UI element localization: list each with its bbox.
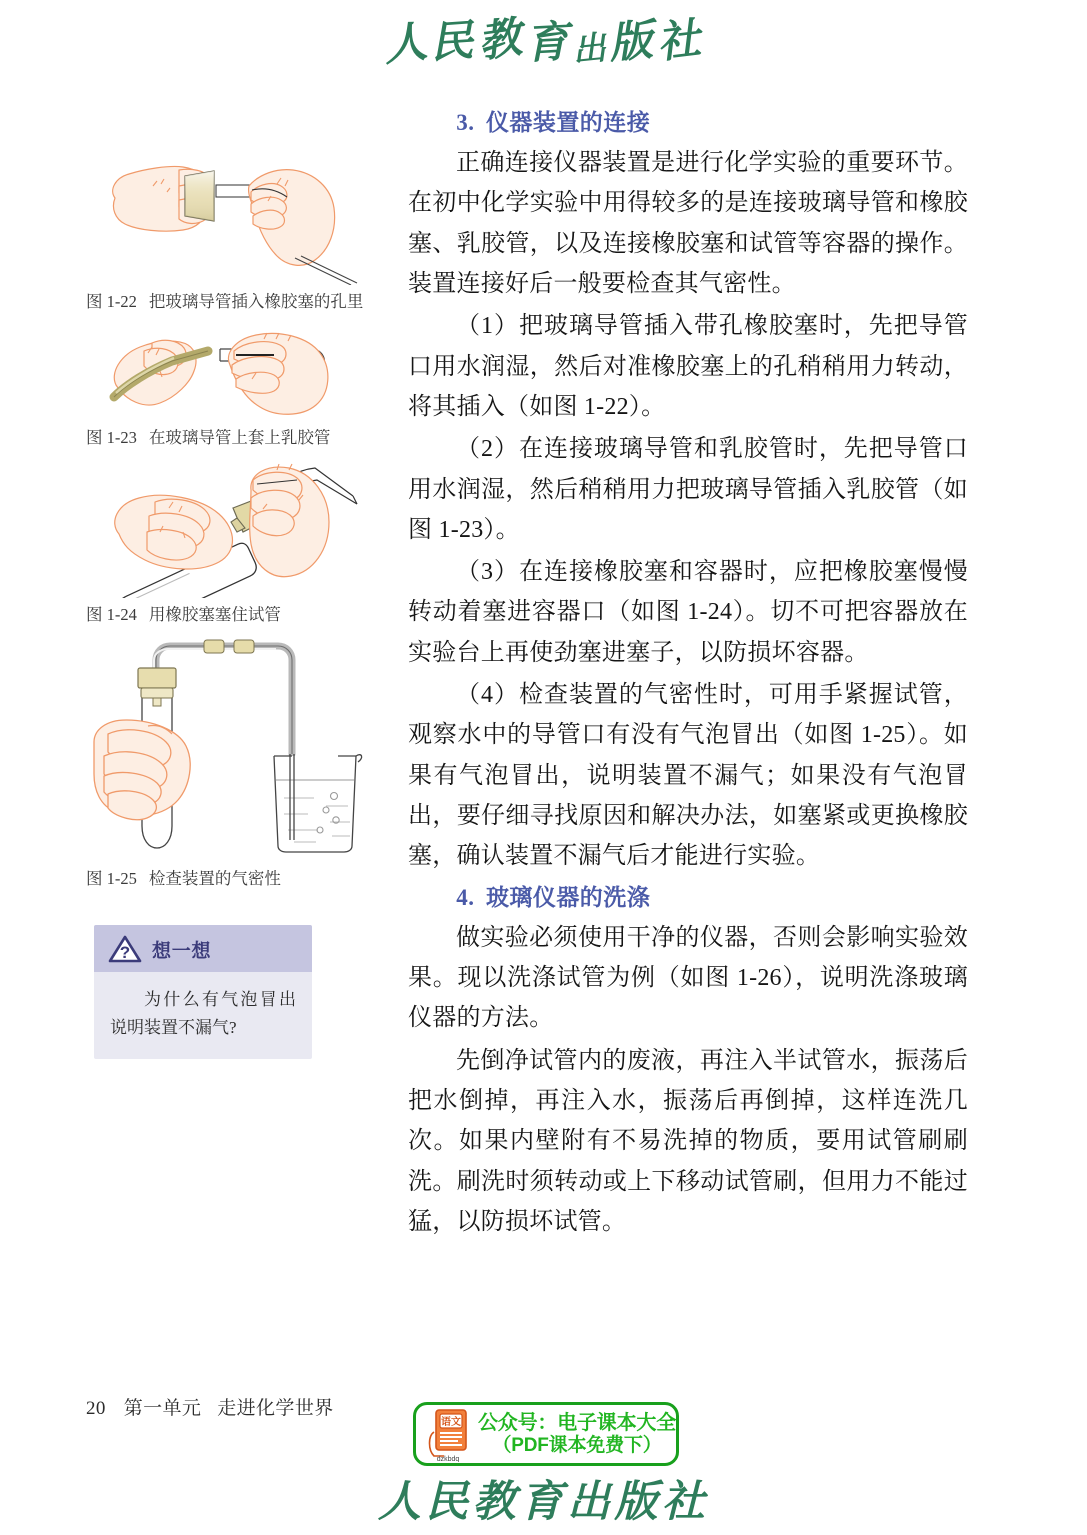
logo-char-7: 社 <box>654 15 708 68</box>
logo-bottom-char-3: 教 <box>472 1479 520 1526</box>
promo-text <box>478 1412 676 1456</box>
logo-bottom-char-6: 版 <box>614 1479 662 1526</box>
illustration-airtightness-check <box>92 634 370 862</box>
figure-1-24-text: 用橡胶塞塞住试管 <box>148 605 281 625</box>
svg-text:?: ? <box>119 943 131 963</box>
logo-bottom-char-1: 人 <box>377 1479 426 1526</box>
promo-line-2: （PDF课本免费下） <box>492 1434 662 1456</box>
logo-char-6: 版 <box>607 17 660 68</box>
left-figure-column <box>86 140 376 1059</box>
illustration-insert-tube-into-stopper <box>101 140 361 285</box>
think-box <box>94 925 312 1059</box>
paragraph-4-1: 先倒净试管内的废液，再注入半试管水，振荡后把水倒掉，再注入水，振荡后再倒掉，这样连洗几次。如果内壁附有不易洗掉的物质，要用试管刷刷洗。刷洗时须转动或上下移动试管刷，但用力不能过猛，以防损坏试管。 <box>408 1047 968 1235</box>
figure-1-24-caption <box>86 602 376 628</box>
figure-1-25-number: 图 1-25 <box>86 868 137 888</box>
section-3-number: 3. <box>456 110 475 135</box>
unit-title: 走进化学世界 <box>217 1398 334 1419</box>
paragraph-3-1: （1）把玻璃导管插入带孔橡胶塞时，先把导管口用水润湿，然后对准橡胶塞上的孔稍稍用力转动，将其插入（如图 1-22）。 <box>408 313 968 420</box>
figure-1-25 <box>86 634 376 892</box>
paragraph-3-0: 正确连接仪器装置是进行化学实验的重要环节。在初中化学实验中用得较多的是连接玻璃导管和橡胶塞、乳胶管，以及连接橡胶塞和试管等容器的操作。装置连接好后一般要检查其气密性。 <box>408 150 968 297</box>
publisher-logo-bottom <box>0 1468 1087 1529</box>
figure-1-25-caption <box>86 866 376 892</box>
book-icon-label: 语文 <box>441 1417 461 1428</box>
section-heading-3 <box>408 104 968 137</box>
logo-char-2: 民 <box>428 17 480 68</box>
logo-bottom-char-7: 社 <box>661 1479 710 1526</box>
logo-bottom-char-5: 出 <box>567 1479 615 1526</box>
unit-label: 第一单元 <box>123 1398 202 1419</box>
promo-line-1: 公众号：电子课本大全 <box>478 1412 676 1435</box>
logo-char-1: 人 <box>380 18 434 71</box>
publisher-logo-top <box>0 8 1087 69</box>
figure-1-23-caption <box>86 425 376 451</box>
book-icon-caption: dzkbdq <box>436 1456 460 1462</box>
book-icon <box>424 1406 472 1462</box>
figure-1-24 <box>86 456 376 628</box>
think-box-header <box>94 925 312 972</box>
section-heading-4 <box>408 879 968 912</box>
main-text-column <box>408 104 968 1244</box>
paragraph-3-3: （3）在连接橡胶塞和容器时，应把橡胶塞慢慢转动着塞进容器口（如图 1-24）。切不可把容器放在实验台上再使劲塞进塞子，以防损坏容器。 <box>408 559 968 666</box>
paragraph-3-2: （2）在连接玻璃导管和乳胶管时，先把导管口用水润湿，然后稍稍用力把玻璃导管插入乳胶管（如图 1-23）。 <box>408 436 968 543</box>
paragraph-3-4: （4）检查装置的气密性时，可用手紧握试管，观察水中的导管口有没有气泡冒出（如图 1-25）。如果有气泡冒出，说明装置不漏气；如果没有气泡冒出，要仔细寻找原因和解决办法，如塞紧或更换橡胶塞，确认装置不漏气后才能进行实验。 <box>408 682 968 870</box>
figure-1-22-caption <box>86 289 376 315</box>
logo-bottom-char-2: 民 <box>425 1479 473 1526</box>
footer-page-info <box>86 1393 334 1420</box>
section-3-title: 仪器装置的连接 <box>485 110 651 135</box>
figure-1-25-text: 检查装置的气密性 <box>148 868 281 888</box>
section-4-number: 4. <box>456 884 475 910</box>
figure-1-23-text: 在玻璃导管上套上乳胶管 <box>148 427 331 447</box>
page-number: 20 <box>86 1398 106 1419</box>
think-box-body: 为什么有气泡冒出说明装置不漏气? <box>110 990 296 1037</box>
rubber-stopper-shape <box>185 171 214 221</box>
logo-char-3: 教 <box>474 13 529 68</box>
figure-1-22-number: 图 1-22 <box>86 292 137 311</box>
think-box-title: 想一想 <box>152 940 212 962</box>
logo-char-5: 出 <box>571 30 613 70</box>
logo-char-4: 育 <box>523 18 574 69</box>
promo-badge[interactable] <box>413 1402 679 1466</box>
figure-1-24-number: 图 1-24 <box>86 605 137 625</box>
figure-1-23 <box>86 321 376 451</box>
figure-1-22-text: 把玻璃导管插入橡胶塞的孔里 <box>148 292 364 311</box>
illustration-fit-rubber-tubing <box>96 321 366 421</box>
figure-1-22 <box>86 140 376 315</box>
warning-question-triangle-icon <box>108 934 142 964</box>
section-4-title: 玻璃仪器的洗涤 <box>485 884 651 910</box>
illustration-stopper-test-tube <box>91 456 371 598</box>
paragraph-4-0: 做实验必须使用干净的仪器，否则会影响实验效果。现以洗涤试管为例（如图 1-26），说明洗涤玻璃仪器的方法。 <box>408 924 968 1032</box>
figure-1-23-number: 图 1-23 <box>86 427 137 447</box>
logo-bottom-char-4: 育 <box>519 1479 568 1526</box>
